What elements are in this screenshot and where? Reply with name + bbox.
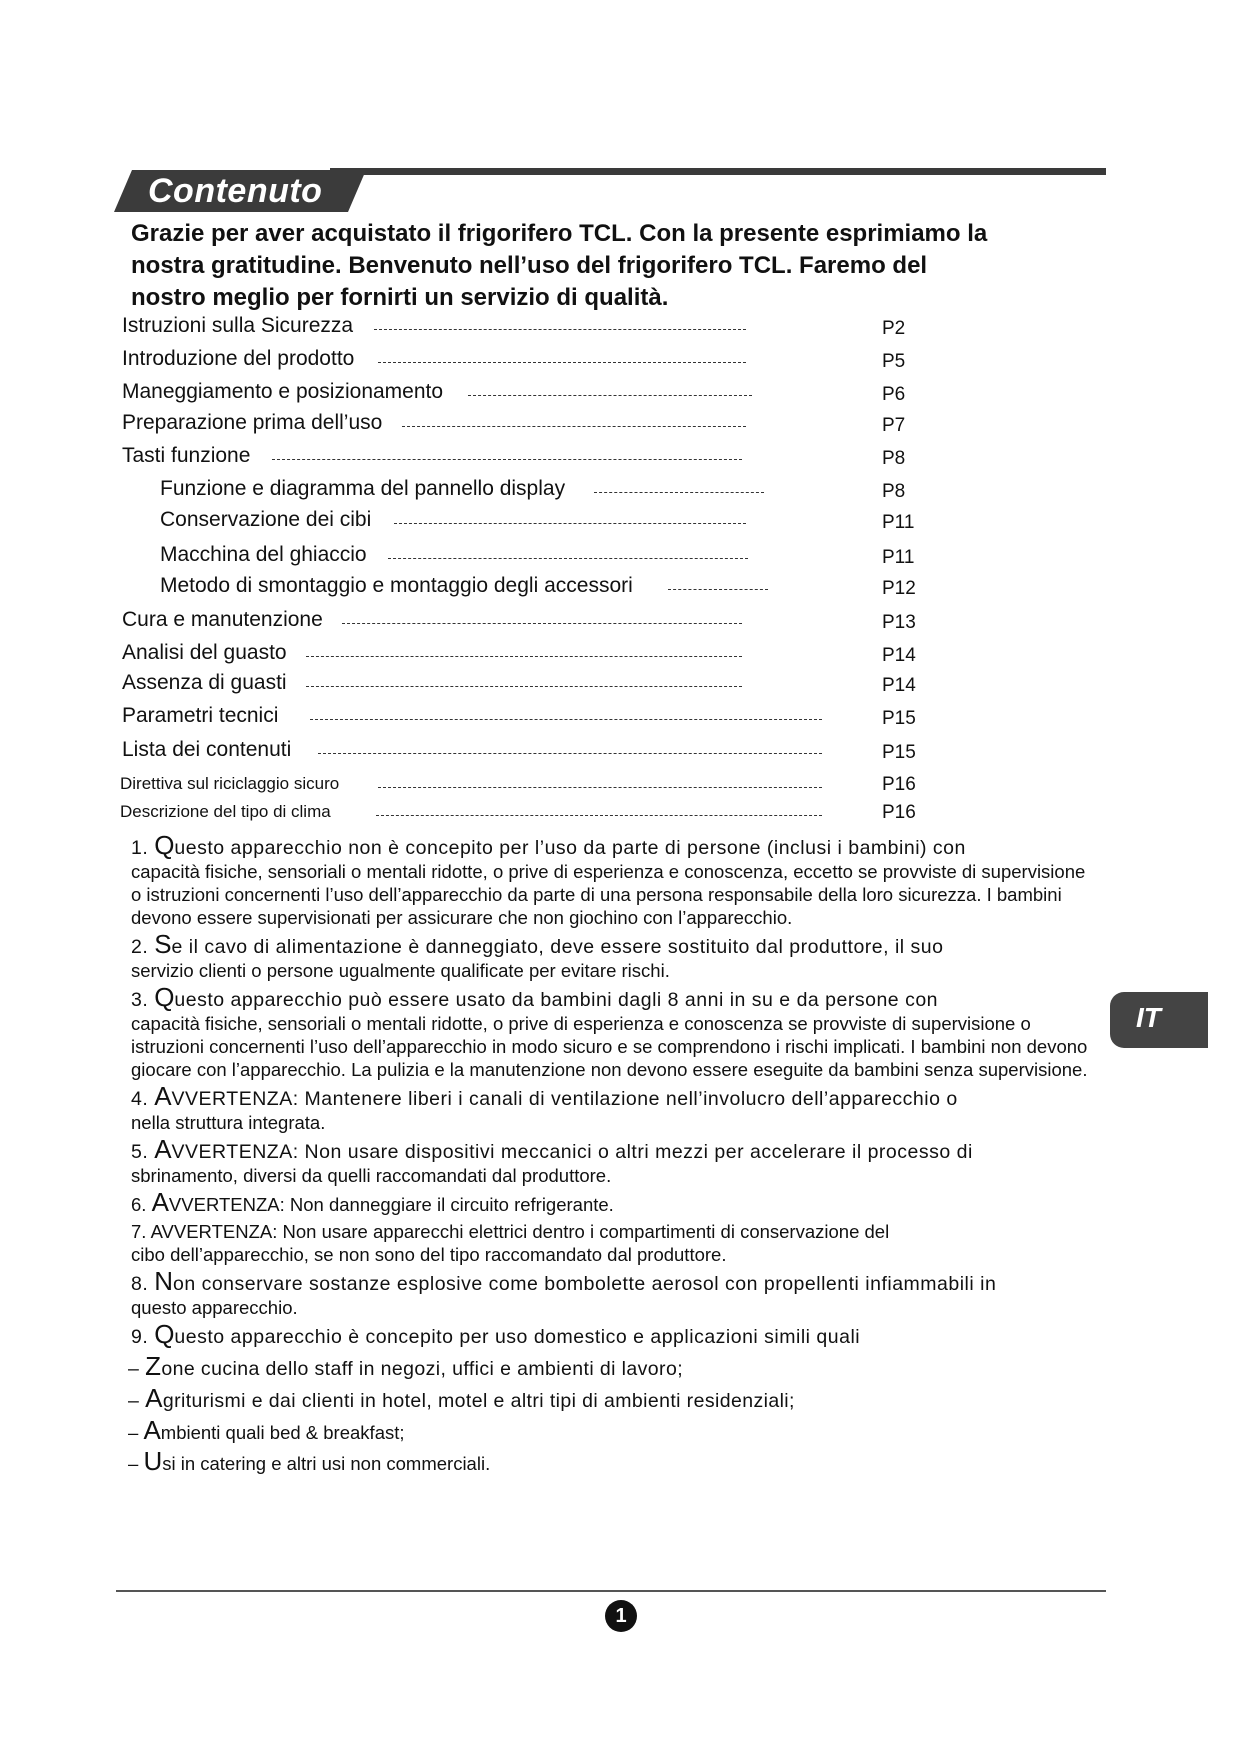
- item-text: cibo dell’apparecchio, se non sono del tipo raccomandato dal produttore.: [131, 1244, 727, 1265]
- toc-item: [122, 704, 972, 734]
- toc-item: [122, 380, 972, 410]
- toc-leader: [378, 787, 822, 788]
- bullet-dash: –: [128, 1390, 146, 1412]
- toc-item-page: P8: [882, 481, 906, 502]
- toc-item-page: P16: [882, 802, 916, 823]
- toc-item-label: Macchina del ghiaccio: [160, 543, 367, 566]
- item-first-line: on conservare sostanze esplosive come bombolette aerosol con propellenti infiammabili in: [172, 1273, 997, 1295]
- item-first-line: e il cavo di alimentazione è danneggiato, deve essere sostituito dal produttore, il suo: [171, 936, 944, 958]
- toc-item: [122, 608, 972, 638]
- item-first-line: VVERTENZA: Non usare dispositivi meccanici o altri mezzi per accelerare il processo di: [171, 1141, 973, 1163]
- item-first-line: AVVERTENZA: Non usare apparecchi elettrici dentro i compartimenti di conservazione del: [150, 1221, 890, 1242]
- toc-item: [122, 314, 972, 344]
- instruction-item: [131, 1319, 1091, 1349]
- list-item: [128, 1383, 1091, 1413]
- toc-item: [122, 770, 972, 800]
- instruction-item: [131, 929, 1091, 982]
- list-item: [128, 1446, 1091, 1476]
- item-first-line: uesto apparecchio è concepito per uso domestico e applicazioni simili quali: [174, 1326, 861, 1348]
- item-first-line: VVERTENZA: Mantenere liberi i canali di ventilazione nell’involucro dell’apparecchio o: [171, 1088, 958, 1110]
- instruction-item: [131, 1081, 1091, 1134]
- drop-cap: N: [154, 1266, 173, 1296]
- intro-line: nostra gratitudine. Benvenuto nell’uso del frigorifero TCL. Faremo del: [131, 252, 928, 279]
- item-number: 4.: [131, 1088, 155, 1110]
- drop-cap: A: [145, 1383, 163, 1413]
- item-number: 3.: [131, 989, 155, 1011]
- toc-item-page: P14: [882, 675, 916, 696]
- toc-leader: [318, 753, 822, 754]
- item-text: capacità fisiche, sensoriali o mentali ridotte, o prive di esperienza e conoscenza se provviste di supervisione o istruzioni concernenti l’uso dell’apparecchio in modo sicuro e se comprendono i rischi implicati. I bambini non devono giocare con l’apparecchio. La pulizia e la manutenzione non devono essere eseguite da bambini senza supervisione.: [131, 1013, 1088, 1080]
- toc-leader: [668, 589, 768, 590]
- toc-item-label: Conservazione dei cibi: [160, 508, 372, 531]
- instruction-item: [131, 982, 1091, 1081]
- drop-cap: Q: [154, 830, 175, 860]
- drop-cap: A: [154, 1081, 172, 1111]
- toc-item: [122, 798, 972, 828]
- toc-item: [122, 738, 972, 768]
- toc-item-label: Analisi del guasto: [122, 641, 287, 664]
- toc-item: [122, 411, 972, 441]
- bullet-text: one cucina dello staff in negozi, uffici e ambienti di lavoro;: [161, 1358, 684, 1380]
- toc-item: [122, 347, 972, 377]
- toc-item-label: Descrizione del tipo di clima: [120, 802, 331, 821]
- bullet-text: mbienti quali bed & breakfast;: [160, 1422, 405, 1443]
- drop-cap: Z: [145, 1351, 162, 1381]
- item-first-line: uesto apparecchio non è concepito per l’uso da parte di persone (inclusi i bambini) con: [174, 837, 966, 859]
- toc-leader: [402, 426, 746, 427]
- toc-item: [122, 508, 972, 538]
- toc-leader: [310, 719, 822, 720]
- item-text: capacità fisiche, sensoriali o mentali ridotte, o prive di esperienza e conoscenza, eccetto se provviste di supervisione o istruzioni concernenti l’uso dell’apparecchio da parte di una persona responsabile della loro sicurezza. I bambini devono essere supervisionati per assicurare che non giochino con l’apparecchio.: [131, 861, 1086, 928]
- instruction-item: [131, 1266, 1091, 1319]
- toc-item-page: P12: [882, 578, 916, 599]
- item-text: questo apparecchio.: [131, 1297, 298, 1318]
- item-first-line: uesto apparecchio può essere usato da bambini dagli 8 anni in su e da persone con: [174, 989, 939, 1011]
- toc-item-page: P13: [882, 612, 916, 633]
- instruction-item: [131, 1187, 1091, 1217]
- item-number: 8.: [131, 1273, 155, 1295]
- toc-leader: [468, 395, 752, 396]
- footer-rule: [116, 1590, 1106, 1592]
- toc-item-label: Preparazione prima dell’uso: [122, 411, 383, 434]
- toc-item-label: Lista dei contenuti: [122, 738, 292, 761]
- toc-item-page: P7: [882, 415, 906, 436]
- toc-item-page: P14: [882, 645, 916, 666]
- toc-leader: [272, 459, 742, 460]
- toc-leader: [306, 656, 742, 657]
- bullet-dash: –: [128, 1358, 146, 1380]
- item-number: 2.: [131, 936, 155, 958]
- drop-cap: Q: [154, 1319, 175, 1349]
- toc-item-label: Parametri tecnici: [122, 704, 279, 727]
- safety-instructions: [128, 830, 1091, 1476]
- toc-item: [122, 543, 972, 573]
- toc-leader: [594, 492, 764, 493]
- header-rule: [330, 168, 1106, 175]
- bullet-text: griturismi e dai clienti in hotel, motel e altri tipi di ambienti residenziali;: [162, 1390, 795, 1412]
- intro-line: Grazie per aver acquistato il frigorifero TCL. Con la presente esprimiamo la: [131, 220, 988, 247]
- bullet-text: si in catering e altri usi non commerciali.: [162, 1453, 491, 1474]
- toc-item-page: P16: [882, 774, 916, 795]
- toc-item: [122, 574, 972, 604]
- page-number: 1: [605, 1600, 637, 1632]
- item-text: nella struttura integrata.: [131, 1112, 326, 1133]
- item-text: servizio clienti o persone ugualmente qualificate per evitare rischi.: [131, 960, 670, 981]
- toc-item: [122, 477, 972, 507]
- toc-leader: [306, 686, 742, 687]
- toc-item-label: Direttiva sul riciclaggio sicuro: [120, 774, 340, 793]
- toc-item-page: P5: [882, 351, 906, 372]
- toc-item-label: Tasti funzione: [122, 444, 251, 467]
- toc-item: [122, 671, 972, 701]
- bullet-dash: –: [128, 1422, 144, 1443]
- toc-leader: [394, 523, 746, 524]
- toc-item-page: P15: [882, 708, 916, 729]
- toc-item: [122, 444, 972, 474]
- instruction-item: [131, 1134, 1091, 1187]
- toc-item-label: Funzione e diagramma del pannello display: [160, 477, 566, 500]
- drop-cap: A: [151, 1187, 169, 1217]
- toc-item-page: P6: [882, 384, 906, 405]
- toc-item-page: P8: [882, 448, 906, 469]
- toc-item-label: Cura e manutenzione: [122, 608, 323, 631]
- item-first-line: VVERTENZA: Non danneggiare il circuito refrigerante.: [168, 1194, 614, 1215]
- toc-item-page: P11: [882, 512, 915, 533]
- toc-item-label: Istruzioni sulla Sicurezza: [122, 314, 354, 337]
- page-title: Contenuto: [148, 172, 323, 210]
- language-tab-label: IT: [1136, 1002, 1161, 1033]
- drop-cap: U: [143, 1446, 163, 1476]
- toc-item-page: P2: [882, 318, 906, 339]
- toc-item-label: Introduzione del prodotto: [122, 347, 355, 370]
- toc-item: [122, 641, 972, 671]
- item-number: 9.: [131, 1326, 155, 1348]
- item-number: 5.: [131, 1141, 155, 1163]
- list-item: [128, 1415, 1091, 1445]
- toc-item-page: P11: [882, 547, 915, 568]
- drop-cap: Q: [154, 982, 175, 1012]
- item-number: 6.: [131, 1194, 152, 1215]
- drop-cap: A: [154, 1134, 172, 1164]
- toc-leader: [342, 623, 742, 624]
- toc-item-label: Assenza di guasti: [122, 671, 287, 694]
- item-number: 7.: [131, 1221, 151, 1242]
- instruction-item: [131, 830, 1091, 929]
- toc-leader: [376, 815, 822, 816]
- list-item: [128, 1351, 1091, 1381]
- toc-item-label: Maneggiamento e posizionamento: [122, 380, 444, 403]
- toc-leader: [374, 329, 746, 330]
- toc-leader: [388, 558, 748, 559]
- drop-cap: A: [143, 1415, 161, 1445]
- intro-text: [131, 218, 1061, 314]
- toc-leader: [378, 362, 746, 363]
- drop-cap: S: [154, 929, 172, 959]
- instruction-item: [131, 1220, 1091, 1266]
- item-number: 1.: [131, 837, 155, 859]
- intro-line: nostro meglio per fornirti un servizio di qualità.: [131, 284, 669, 311]
- item-text: sbrinamento, diversi da quelli raccomandati dal produttore.: [131, 1165, 612, 1186]
- toc-item-page: P15: [882, 742, 916, 763]
- toc-item-label: Metodo di smontaggio e montaggio degli accessori: [160, 574, 633, 597]
- bullet-dash: –: [128, 1453, 144, 1474]
